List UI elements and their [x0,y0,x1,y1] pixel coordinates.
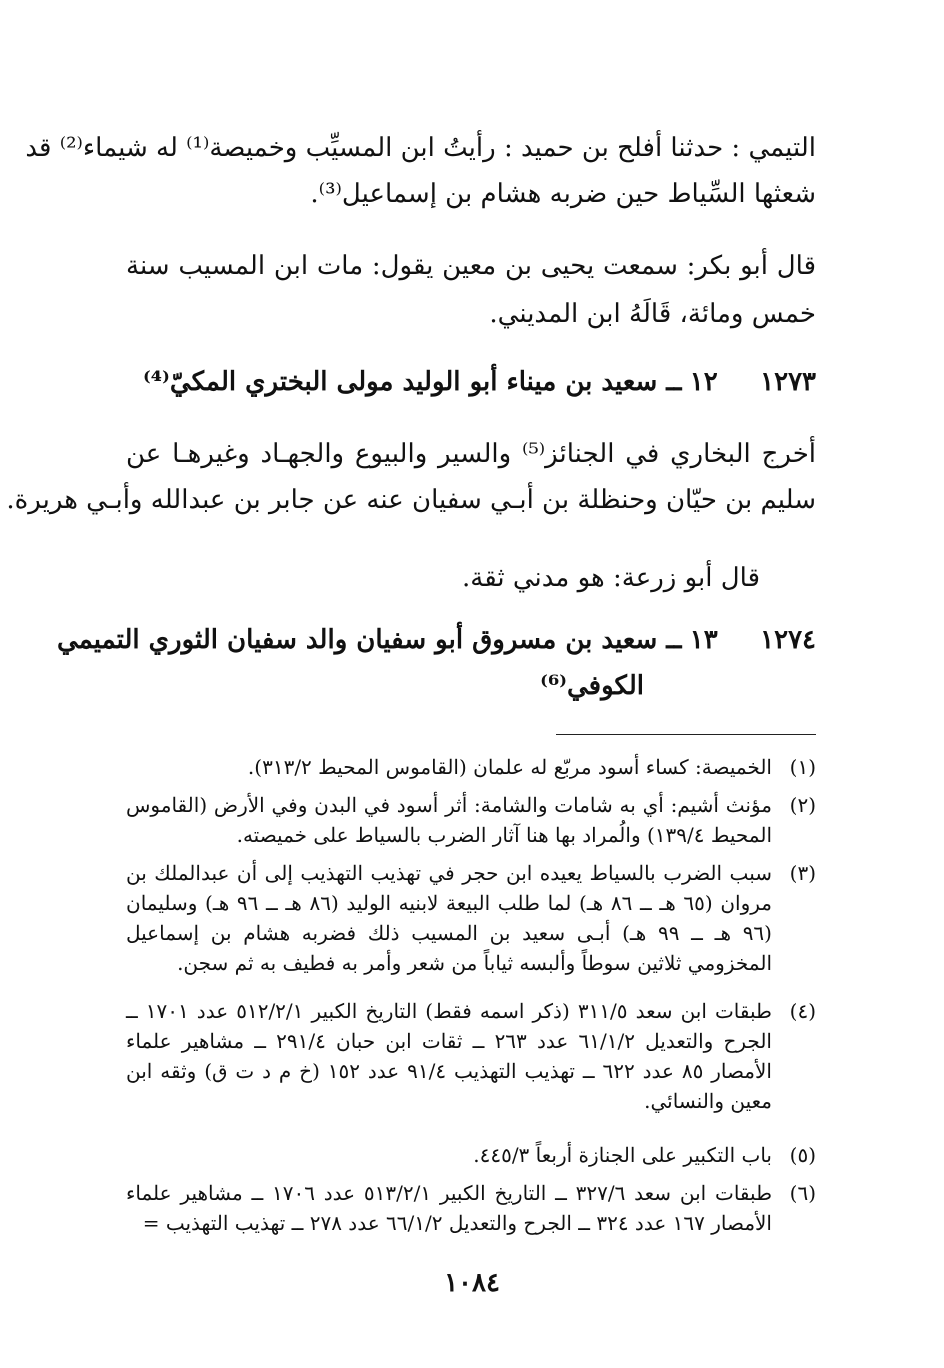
entry-number: ١٢٧٣ [760,367,816,397]
footnote-text: طبقات ابن سعد ٣٢٧/٦ ــ التاريخ الكبير ٥١٣/٢/١ عدد ١٧٠٦ ــ مشاهير علماء الأمصار ١٦٧ عدد ٣٢٤ ــ الجرح والتعديل ٦٦/١/٢ عدد ٢٧٨ ــ تهذيب التهذيب = [126,1181,772,1235]
entry-1274 [57,616,816,664]
footnote-label: (٦) [789,1181,816,1205]
footnote-2 [126,790,816,850]
footnote-4 [126,996,816,1116]
footnote-label: (٥) [789,1143,816,1167]
entry-title: ــ سعيد بن ميناء أبو الوليد مولى البختري المكيّ⁽⁴⁾ [143,367,682,397]
paragraph-1-line-1: التيمي : حدثنا أفلح بن حميد : رأيتُ ابن المسيِّب وخميصة⁽¹⁾ له شيماء⁽²⁾ قد [25,133,816,163]
entry-title-continuation: الكوفي⁽⁶⁾ [540,671,644,701]
footnote-text: طبقات ابن سعد ٣١١/٥ (ذكر اسمه فقط) التاريخ الكبير ٥١٢/٢/١ عدد ١٧٠١ ــ الجرح والتعديل ٦١/١/٢ عدد ٢٦٣ ــ ثقات ابن حبان ٢٩١/٤ ــ مشاهير علماء الأمصار ٨٥ عدد ٦٢٢ ــ تهذيب التهذيب ٩١/٤ عدد ١٥٢ (خ م د ت ق) وثقه ابن معين والنسائي. [126,999,772,1113]
entry-number: ١٢٧٤ [760,625,816,655]
entry-title: ــ سعيد بن مسروق أبو سفيان والد سفيان الثوري التميمي [57,625,682,655]
footnote-text: الخميصة: كساء أسود مربّع له علمان (القاموس المحيط ٣١٣/٢). [247,755,772,779]
page-number: ١٠٨٤ [444,1268,500,1298]
entry-1273 [126,358,816,406]
footnote-label: (٤) [789,999,816,1023]
paragraph-1-line-2: شعثها السِّياط حين ضربه هشام بن إسماعيل⁽³⁾. [310,179,816,209]
paragraph-2-line-2: خمس ومائة، قَالَهُ ابن المديني. [489,299,816,329]
paragraph-2-line-1: قال أبو بكر: سمعت يحيى بن معين يقول: مات ابن المسيب سنة [126,251,816,281]
footnote-1 [126,752,816,782]
entry-1274-continuation [244,662,644,710]
paragraph-3-line-2: سليم بن حيّان وحنظلة بن أبـي سفيان عنه عن جابر بن عبدالله وأبـي هريرة. [6,485,816,515]
footnote-3 [126,858,816,978]
footnote-separator [556,734,816,735]
footnote-text: سبب الضرب بالسياط يعيده ابن حجر في تهذيب التهذيب إلى أن عبدالملك بن مروان (٦٥ هـ ــ ٨٦ هـ) لما طلب البيعة لابنيه الوليد (٨٦ هـ ــ ٩٦ هـ) وسليمان (٩٦ هـ ــ ٩٩ هـ) أبـى سعيد بن المسيب ذلك فضربه هشام بن إسماعيل المخزومي ثلاثين سوطاً وألبسه ثياباً من شعر وأمر به فطيف به ثم سجن. [126,861,773,975]
footnote-6 [126,1178,816,1238]
footnote-label: (١) [789,755,816,779]
footnote-5 [126,1140,816,1170]
footnote-text: باب التكبير على الجنازة أربعاً ٤٤٥/٣. [473,1143,772,1167]
entry-sequence: ١٢ [689,367,718,397]
footnote-text: مؤنث أشيم: أي به شامات والشامة: أثر أسود في البدن وفي الأرض (القاموس المحيط ١٣٩/٤) والُمراد بها هنا آثار الضرب بالسياط على خميصته. [126,793,772,847]
entry-sequence: ١٣ [689,625,718,655]
paragraph-4-line-1: قال أبو زرعة: هو مدني ثقة. [462,563,760,593]
paragraph-3-line-1: أخرج البخاري في الجنائز⁽⁵⁾ والسير والبيوع والجهـاد وغيرهـا عن [126,439,816,469]
footnote-label: (٢) [789,793,816,817]
footnote-label: (٣) [789,861,816,885]
